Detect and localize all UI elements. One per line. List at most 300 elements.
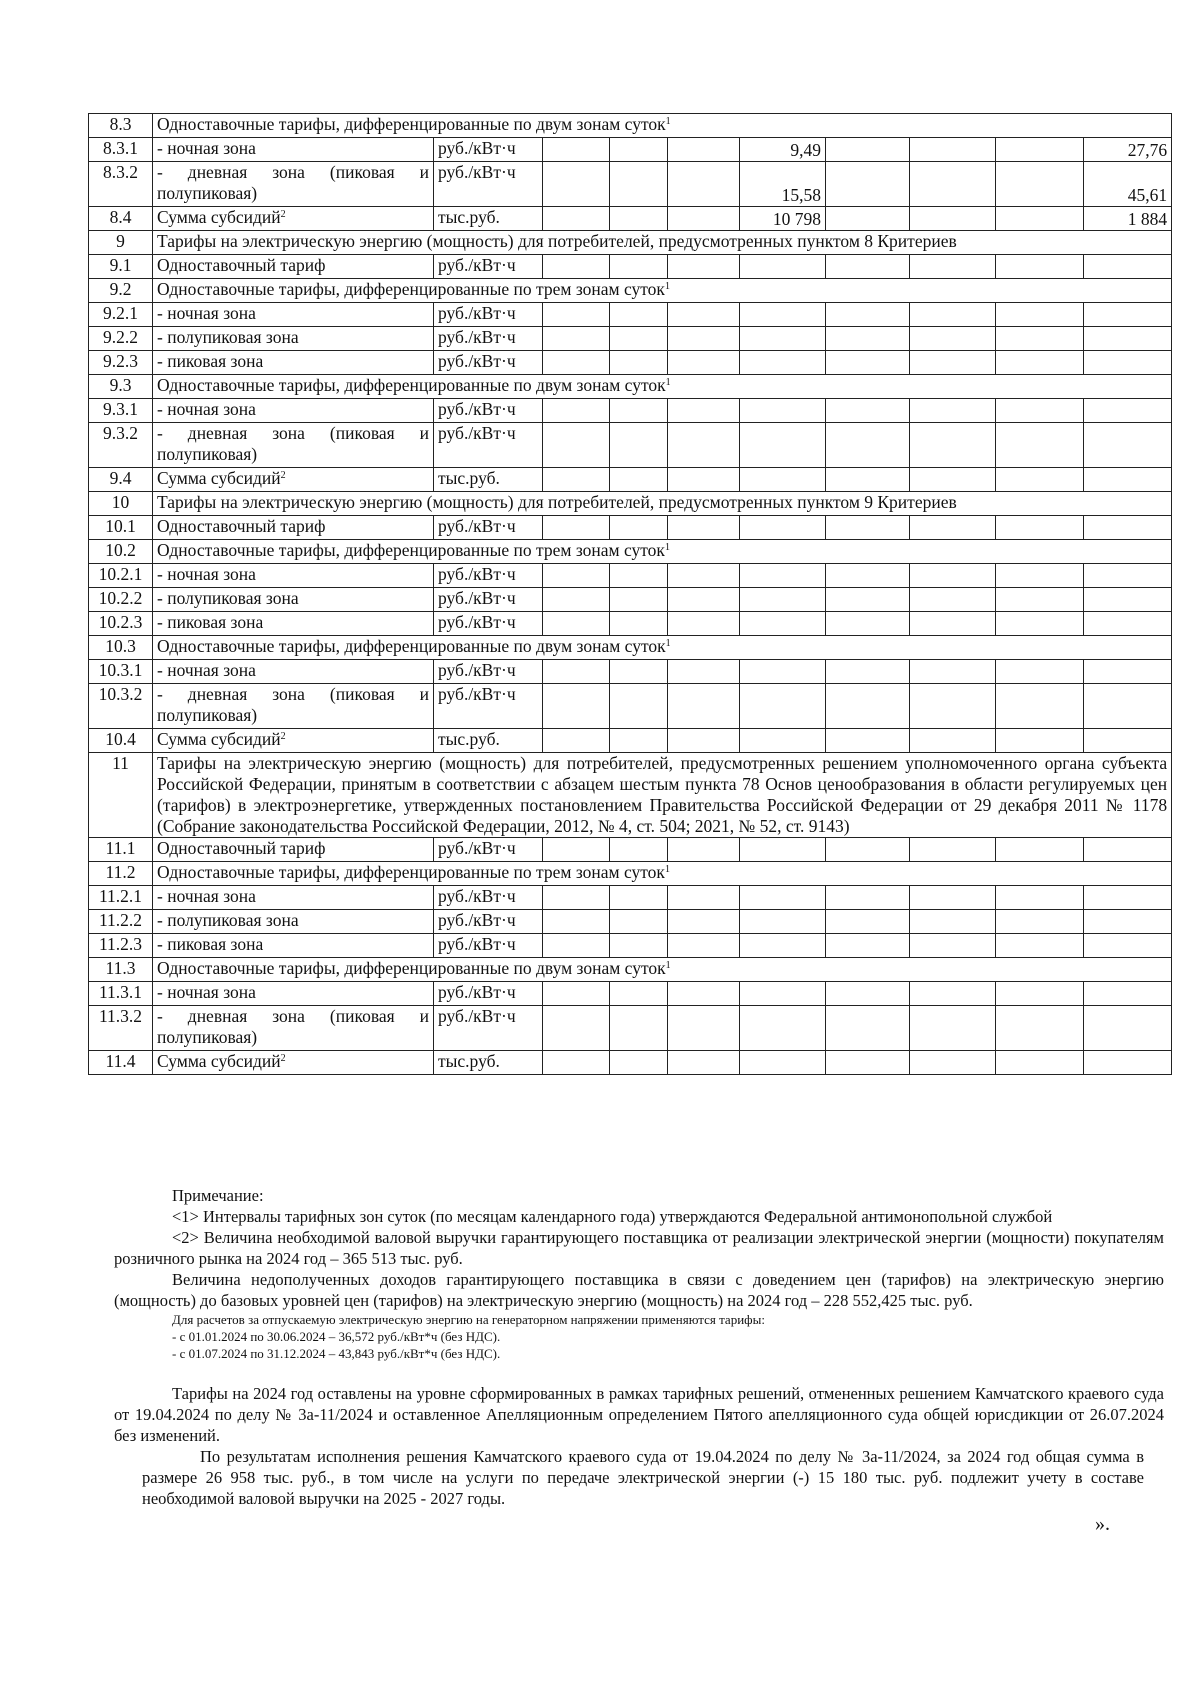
row-label-text: - ночная зона [157, 399, 256, 419]
row-label-text: Сумма субсидий [157, 729, 281, 749]
value-cell [826, 327, 910, 351]
value-cell [668, 399, 740, 423]
value-cell-col8 [1084, 303, 1172, 327]
value-cell [910, 838, 996, 862]
value-cell [610, 327, 668, 351]
value-cell-col4 [740, 564, 826, 588]
value-cell [910, 564, 996, 588]
footnote-mark: 1 [664, 281, 670, 292]
row-unit: руб./кВт·ч [434, 303, 543, 327]
value-cell-col8 [1084, 588, 1172, 612]
value-cell-col8 [1084, 934, 1172, 958]
row-label-text: - дневная зона (пиковая и полупиковая) [157, 423, 429, 464]
row-number: 11.3.2 [89, 1006, 153, 1051]
value-cell [826, 468, 910, 492]
row-unit: руб./кВт·ч [434, 138, 543, 162]
row-label-text: - дневная зона (пиковая и полупиковая) [157, 162, 429, 203]
row-label [153, 588, 434, 612]
row-label [153, 564, 434, 588]
table-row [89, 588, 1172, 612]
value-cell-col4 [740, 886, 826, 910]
value-cell [826, 886, 910, 910]
row-label-text: Одноставочные тарифы, дифференцированные по двум зонам суток [157, 375, 666, 395]
value-cell [826, 729, 910, 753]
value-cell [543, 588, 610, 612]
row-label [153, 660, 434, 684]
value-cell [996, 207, 1084, 231]
value-cell [610, 1051, 668, 1075]
row-number: 9.2.3 [89, 351, 153, 375]
value-cell [996, 910, 1084, 934]
row-label-text: Сумма субсидий [157, 468, 281, 488]
row-label-text: Тарифы на электрическую энергию (мощность) для потребителей, предусмотренных пунктом 9 Критериев [157, 492, 957, 512]
value-cell [668, 588, 740, 612]
row-label-text: Одноставочные тарифы, дифференцированные по двум зонам суток [157, 958, 666, 978]
row-label-text: Одноставочные тарифы, дифференцированные по трем зонам суток [157, 862, 665, 882]
row-label-text: - ночная зона [157, 886, 256, 906]
value-cell-col8 [1084, 838, 1172, 862]
value-cell [996, 588, 1084, 612]
value-cell [668, 423, 740, 468]
value-cell [610, 207, 668, 231]
value-cell [543, 729, 610, 753]
value-cell-col4 [740, 982, 826, 1006]
value-cell-col4 [740, 255, 826, 279]
value-cell [826, 660, 910, 684]
row-number: 9.2.2 [89, 327, 153, 351]
row-number: 9 [89, 231, 153, 255]
row-label-text: - ночная зона [157, 982, 256, 1002]
value-cell [910, 934, 996, 958]
value-cell [910, 468, 996, 492]
value-cell [910, 516, 996, 540]
value-cell [910, 399, 996, 423]
section-heading [153, 540, 1172, 564]
row-unit: руб./кВт·ч [434, 910, 543, 934]
value-cell [910, 1006, 996, 1051]
row-label-text: Одноставочный тариф [157, 516, 326, 536]
value-cell-col4 [740, 303, 826, 327]
value-cell-col8 [1084, 423, 1172, 468]
value-cell-col8 [1084, 516, 1172, 540]
value-cell [610, 886, 668, 910]
row-number: 10.3.1 [89, 660, 153, 684]
value-cell [610, 588, 668, 612]
note-1: <1> Интервалы тарифных зон суток (по месяцам календарного года) утверждаются Федеральной антимонопольной службой [172, 1207, 1053, 1226]
table-row [89, 636, 1172, 660]
value-cell [996, 303, 1084, 327]
row-number: 10 [89, 492, 153, 516]
value-cell [668, 468, 740, 492]
table-row [89, 375, 1172, 399]
row-label-text: - пиковая зона [157, 351, 264, 371]
value-cell-col4 [740, 468, 826, 492]
value-cell [996, 934, 1084, 958]
row-label [153, 910, 434, 934]
value-cell-col8 [1084, 1006, 1172, 1051]
section-heading [153, 279, 1172, 303]
footnote-mark: 1 [665, 116, 671, 127]
value-cell-col4 [740, 612, 826, 636]
value-cell-col4 [740, 660, 826, 684]
value-cell-col4 [740, 516, 826, 540]
value-cell [610, 838, 668, 862]
value-cell [910, 684, 996, 729]
row-number: 11 [89, 753, 153, 838]
row-label-text: - полупиковая зона [157, 327, 299, 347]
value-cell [668, 516, 740, 540]
table-row [89, 279, 1172, 303]
generator-tariff-intro: Для расчетов за отпускаемую электрическую энергию на генераторном напряжении применяются тарифы: [172, 1312, 765, 1327]
value-cell-col8: 27,76 [1084, 138, 1172, 162]
row-label [153, 934, 434, 958]
row-label-text: Одноставочные тарифы, дифференцированные по двум зонам суток [157, 636, 666, 656]
value-cell [610, 255, 668, 279]
value-cell [996, 399, 1084, 423]
value-cell [610, 1006, 668, 1051]
value-cell [826, 516, 910, 540]
value-cell-col8 [1084, 399, 1172, 423]
row-label [153, 982, 434, 1006]
value-cell [610, 660, 668, 684]
value-cell [910, 207, 996, 231]
value-cell-col8 [1084, 886, 1172, 910]
section-heading [153, 636, 1172, 660]
table-row [89, 1051, 1172, 1075]
row-number: 11.3 [89, 958, 153, 982]
value-cell [610, 729, 668, 753]
value-cell [668, 886, 740, 910]
value-cell-col8 [1084, 255, 1172, 279]
row-number: 10.2 [89, 540, 153, 564]
value-cell [996, 1006, 1084, 1051]
row-number: 8.3.2 [89, 162, 153, 207]
value-cell [543, 423, 610, 468]
value-cell [826, 1051, 910, 1075]
value-cell [610, 934, 668, 958]
value-cell-col4 [740, 910, 826, 934]
section-heading [153, 958, 1172, 982]
row-number: 9.1 [89, 255, 153, 279]
row-unit: руб./кВт·ч [434, 327, 543, 351]
value-cell [996, 660, 1084, 684]
row-label [153, 138, 434, 162]
value-cell [610, 162, 668, 207]
table-row [89, 468, 1172, 492]
row-unit: руб./кВт·ч [434, 516, 543, 540]
value-cell [668, 910, 740, 934]
table-row [89, 862, 1172, 886]
value-cell [996, 351, 1084, 375]
value-cell [668, 303, 740, 327]
row-label [153, 351, 434, 375]
value-cell [668, 162, 740, 207]
value-cell [826, 423, 910, 468]
row-unit: руб./кВт·ч [434, 162, 543, 207]
value-cell [826, 399, 910, 423]
row-label [153, 255, 434, 279]
row-label-text: Тарифы на электрическую энергию (мощность) для потребителей, предусмотренных пунктом 8 Критериев [157, 231, 957, 251]
row-unit: руб./кВт·ч [434, 588, 543, 612]
final-text-2: По результатам исполнения решения Камчатского краевого суда от 19.04.2024 по делу № 3а-11/2024, за 2024 год общая сумма в размере 26 958 тыс. руб., в том числе на услуги по передаче электрической энергии (-) 15 180 тыс. руб. подлежит учету в составе необходимой валовой выручки на 2025 - 2027 годы. [142, 1447, 1144, 1508]
value-cell-col4 [740, 399, 826, 423]
value-cell [610, 564, 668, 588]
value-cell [610, 423, 668, 468]
row-number: 9.3.1 [89, 399, 153, 423]
row-unit: руб./кВт·ч [434, 838, 543, 862]
section-heading-long [153, 753, 1172, 838]
value-cell [543, 468, 610, 492]
row-label [153, 838, 434, 862]
value-cell [996, 886, 1084, 910]
note-3: Величина недополученных доходов гарантирующего поставщика в связи с доведением цен (тарифов) на электрическую энергию (мощность) до базовых уровней цен (тарифов) на электрическую энергию (мощность) на 2024 год – 228 552,425 тыс. руб. [114, 1270, 1164, 1310]
closing-quote: ». [1095, 1513, 1110, 1535]
table-row [89, 138, 1172, 162]
value-cell-col8 [1084, 684, 1172, 729]
row-label [153, 729, 434, 753]
row-number: 9.3.2 [89, 423, 153, 468]
value-cell [543, 564, 610, 588]
value-cell [668, 564, 740, 588]
row-unit: руб./кВт·ч [434, 684, 543, 729]
footnote-mark: 1 [664, 864, 670, 875]
row-unit: тыс.руб. [434, 207, 543, 231]
value-cell-col8 [1084, 564, 1172, 588]
row-number: 10.4 [89, 729, 153, 753]
value-cell [668, 660, 740, 684]
row-number: 10.3 [89, 636, 153, 660]
value-cell-col8 [1084, 729, 1172, 753]
row-unit: тыс.руб. [434, 729, 543, 753]
value-cell-col8 [1084, 468, 1172, 492]
row-label-text: - дневная зона (пиковая и полупиковая) [157, 1006, 429, 1047]
value-cell [910, 982, 996, 1006]
table-row [89, 399, 1172, 423]
value-cell [543, 138, 610, 162]
row-number: 11.2 [89, 862, 153, 886]
row-number: 11.3.1 [89, 982, 153, 1006]
value-cell [826, 982, 910, 1006]
row-unit: тыс.руб. [434, 468, 543, 492]
value-cell [996, 327, 1084, 351]
value-cell [543, 399, 610, 423]
value-cell [543, 516, 610, 540]
value-cell [610, 468, 668, 492]
footnote-mark: 1 [664, 542, 670, 553]
value-cell [826, 564, 910, 588]
value-cell [826, 1006, 910, 1051]
row-number: 10.3.2 [89, 684, 153, 729]
table-row [89, 231, 1172, 255]
value-cell [910, 423, 996, 468]
value-cell-col4 [740, 838, 826, 862]
row-number: 10.1 [89, 516, 153, 540]
value-cell [668, 207, 740, 231]
row-number: 11.2.2 [89, 910, 153, 934]
value-cell [826, 255, 910, 279]
value-cell [668, 982, 740, 1006]
footnote-mark: 2 [280, 470, 286, 481]
value-cell [610, 516, 668, 540]
value-cell-col4 [740, 729, 826, 753]
value-cell [610, 351, 668, 375]
row-label-text: Одноставочные тарифы, дифференцированные по трем зонам суток [157, 279, 665, 299]
table-row [89, 684, 1172, 729]
value-cell [996, 516, 1084, 540]
row-number: 10.2.1 [89, 564, 153, 588]
row-unit: руб./кВт·ч [434, 1006, 543, 1051]
row-number: 9.3 [89, 375, 153, 399]
value-cell-col8: 1 884 [1084, 207, 1172, 231]
generator-tariff-h1: - с 01.01.2024 по 30.06.2024 – 36,572 руб./кВт*ч (без НДС). [172, 1329, 501, 1344]
row-label-text: Тарифы на электрическую энергию (мощность) для потребителей, предусмотренных решением уполномоченного органа субъекта Российской Федерации, принятым в соответствии с абзацем шестым пункта 78 Основ ценообразования в области регулируемых цен (тарифов) в электроэнергетике, утвержденных постановлением Правительства Российской Федерации от 29 декабря 2011 № 1178 (Собрание законодательства Российской Федерации, 2012, № 4, ст. 504; 2021, № 52, ст. 9143) [157, 753, 1168, 836]
row-number: 8.4 [89, 207, 153, 231]
value-cell [610, 612, 668, 636]
value-cell [910, 910, 996, 934]
footnote-mark: 2 [280, 731, 286, 742]
row-label [153, 162, 434, 207]
row-label-text: Одноставочные тарифы, дифференцированные по трем зонам суток [157, 540, 665, 560]
value-cell [910, 138, 996, 162]
note-2: <2> Величина необходимой валовой выручки гарантирующего поставщика от реализации электрической энергии (мощности) покупателям розничного рынка на 2024 год – 365 513 тыс. руб. [114, 1228, 1164, 1268]
value-cell [543, 660, 610, 684]
table-row [89, 934, 1172, 958]
value-cell [910, 588, 996, 612]
value-cell [826, 684, 910, 729]
value-cell [996, 468, 1084, 492]
value-cell-col4 [740, 588, 826, 612]
value-cell [543, 838, 610, 862]
final-paragraph-1 [114, 1383, 1164, 1446]
row-unit: руб./кВт·ч [434, 399, 543, 423]
row-label [153, 1051, 434, 1075]
value-cell [543, 982, 610, 1006]
row-label [153, 468, 434, 492]
value-cell [668, 255, 740, 279]
section-heading [153, 114, 1172, 138]
row-label-text: - дневная зона (пиковая и полупиковая) [157, 684, 429, 725]
row-unit: руб./кВт·ч [434, 934, 543, 958]
table-row [89, 729, 1172, 753]
value-cell [668, 1051, 740, 1075]
value-cell [910, 660, 996, 684]
row-unit: руб./кВт·ч [434, 982, 543, 1006]
value-cell [826, 351, 910, 375]
value-cell-col4: 10 798 [740, 207, 826, 231]
value-cell [826, 138, 910, 162]
value-cell [543, 327, 610, 351]
value-cell-col4 [740, 351, 826, 375]
value-cell-col8 [1084, 660, 1172, 684]
table-row [89, 910, 1172, 934]
row-unit: руб./кВт·ч [434, 660, 543, 684]
value-cell [543, 910, 610, 934]
value-cell [910, 162, 996, 207]
value-cell [668, 729, 740, 753]
value-cell [910, 351, 996, 375]
value-cell [826, 207, 910, 231]
value-cell [910, 255, 996, 279]
row-label-text: - ночная зона [157, 303, 256, 323]
table-row [89, 564, 1172, 588]
value-cell-col4 [740, 423, 826, 468]
row-label-text: Одноставочный тариф [157, 838, 326, 858]
value-cell-col4 [740, 1051, 826, 1075]
value-cell [910, 1051, 996, 1075]
row-unit: руб./кВт·ч [434, 612, 543, 636]
value-cell-col8 [1084, 910, 1172, 934]
row-unit: тыс.руб. [434, 1051, 543, 1075]
value-cell [668, 838, 740, 862]
value-cell [668, 934, 740, 958]
row-label [153, 399, 434, 423]
row-label [153, 303, 434, 327]
row-number: 11.2.3 [89, 934, 153, 958]
row-label-text: - пиковая зона [157, 612, 264, 632]
value-cell [996, 729, 1084, 753]
footnote-mark: 2 [280, 209, 286, 220]
table-row [89, 838, 1172, 862]
section-heading [153, 375, 1172, 399]
footnote-mark: 1 [665, 960, 671, 971]
table-row [89, 423, 1172, 468]
row-number: 10.2.3 [89, 612, 153, 636]
row-label-text: - полупиковая зона [157, 588, 299, 608]
value-cell-col8 [1084, 982, 1172, 1006]
value-cell [826, 612, 910, 636]
row-unit: руб./кВт·ч [434, 255, 543, 279]
value-cell [610, 982, 668, 1006]
row-label [153, 684, 434, 729]
value-cell [996, 162, 1084, 207]
value-cell [826, 303, 910, 327]
table-row [89, 612, 1172, 636]
value-cell [910, 612, 996, 636]
footnote-mark: 1 [665, 638, 671, 649]
value-cell [996, 838, 1084, 862]
row-label [153, 516, 434, 540]
row-number: 11.2.1 [89, 886, 153, 910]
row-unit: руб./кВт·ч [434, 564, 543, 588]
value-cell-col4 [740, 934, 826, 958]
value-cell-col8 [1084, 612, 1172, 636]
row-label-text: - ночная зона [157, 564, 256, 584]
row-label [153, 207, 434, 231]
row-number: 9.4 [89, 468, 153, 492]
row-unit: руб./кВт·ч [434, 886, 543, 910]
value-cell [996, 1051, 1084, 1075]
value-cell [668, 1006, 740, 1051]
value-cell [543, 303, 610, 327]
value-cell-col4 [740, 327, 826, 351]
value-cell [543, 1051, 610, 1075]
value-cell-col4 [740, 684, 826, 729]
value-cell [826, 162, 910, 207]
value-cell [668, 684, 740, 729]
value-cell [543, 1006, 610, 1051]
value-cell [996, 564, 1084, 588]
value-cell [996, 684, 1084, 729]
value-cell [668, 612, 740, 636]
value-cell [910, 327, 996, 351]
row-number: 8.3.1 [89, 138, 153, 162]
value-cell [543, 162, 610, 207]
row-number: 11.1 [89, 838, 153, 862]
value-cell [610, 138, 668, 162]
value-cell [826, 588, 910, 612]
final-paragraph-2 [142, 1446, 1144, 1509]
value-cell [996, 423, 1084, 468]
